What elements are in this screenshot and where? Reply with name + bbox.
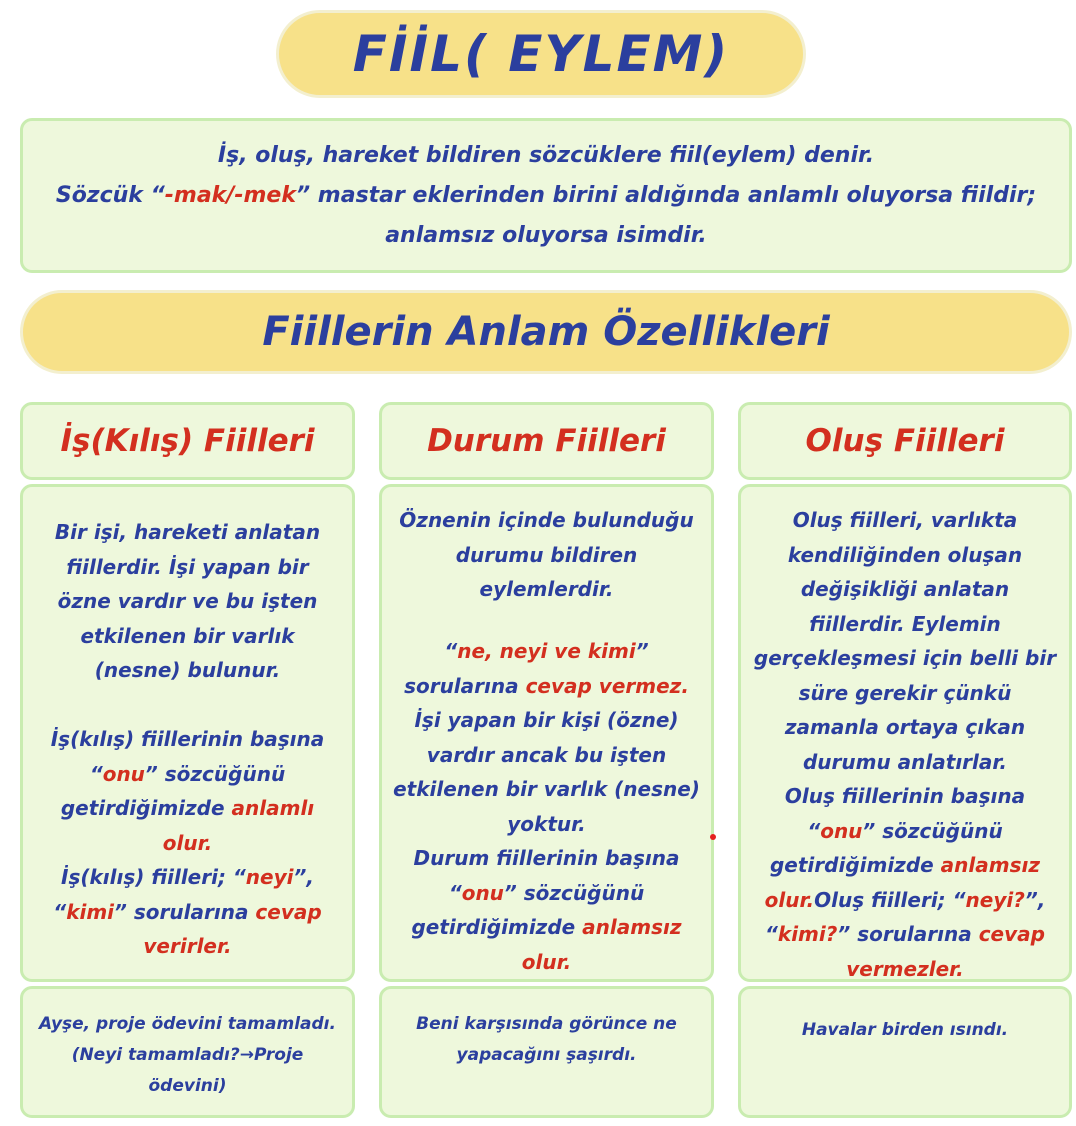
example-line: yapacağını şaşırdı. [456,1045,637,1065]
example-box-durum [379,986,714,1118]
body-text: getirdiğimizde [769,853,941,877]
definition-line-1: İş, oluş, hareket bildiren sözcüklere fiil(eylem) denir. [217,142,875,168]
body-line: durumu bildiren [455,542,638,567]
body-highlight: ne, neyi ve kimi [457,639,636,663]
body-line: fiillerdir. Eylemin [809,611,1001,636]
body-text: İş(kılış) fiilleri; “ [61,865,246,889]
page-title: FİİL( EYLEM) [276,10,806,98]
example-line: Havalar birden ısındı. [801,1020,1009,1040]
body-highlight: cevap vermez. [525,673,689,698]
definition-text: ” mastar eklerinden birini aldığında anlamlı oluyorsa fiildir; [295,182,1037,208]
body-line [807,814,1002,849]
body-text: ”, [1024,887,1046,912]
example-line: Beni karşısında görünce ne [416,1014,677,1034]
body-highlight: kimi? [777,922,838,946]
red-dot-mark [710,834,716,840]
body-text: ” sözcüğünü [503,880,645,905]
example-line: (Neyi tamamladı?→Proje [71,1045,304,1065]
body-line [404,669,689,704]
body-line: zamanla ortaya çıkan [784,715,1026,739]
body-line [53,895,321,930]
body-text: ”, [293,865,314,889]
column-body-durum [379,484,714,982]
body-line: durumu anlatırlar. [802,749,1008,774]
body-line: özne vardır ve bu işten [57,589,318,613]
body-highlight: anlamlı [231,796,315,820]
body-text: ” [635,639,649,663]
body-text: “ [444,639,458,663]
body-text: Oluş fiilleri; “ [814,887,966,912]
definition-box [20,118,1072,273]
body-line [770,848,1040,883]
body-text: sorularına [404,673,526,698]
body-highlight: neyi [245,865,294,889]
example-line: ödevini) [148,1076,227,1096]
body-highlight: olur. [764,887,815,912]
body-text: ” sözcüğünü [144,761,286,786]
section-title: Fiillerin Anlam Özellikleri [20,290,1072,374]
body-text: ” sorularına [114,899,256,924]
column-heading-olus: Oluş Fiilleri [738,402,1072,480]
body-line: gerçekleşmesi için belli bir [753,646,1057,670]
body-line: etkilenen bir varlık [80,623,295,648]
body-text: “ [448,880,462,905]
definition-line-2 [56,176,1036,216]
body-text: “ [89,761,103,786]
definition-highlight: -mak/-mek [164,182,296,208]
body-highlight: cevap [978,922,1045,946]
body-line: süre gerekir çünkü [798,680,1012,705]
body-line: İş(kılış) fiillerinin başına [50,727,325,751]
body-line: kendiliğinden oluşan [787,542,1023,567]
body-text: “ [765,922,778,946]
body-text: “ [807,818,821,843]
body-line: verirler. [143,934,232,958]
example-box-is [20,986,355,1118]
body-text: getirdiğimizde [411,915,583,939]
body-highlight: anlamsız [582,915,682,939]
body-highlight: kimi [66,899,115,924]
body-line [765,917,1045,952]
body-line: (nesne) bulunur. [94,658,281,682]
body-highlight: neyi? [965,887,1025,912]
body-line: vermezler. [846,956,964,981]
body-highlight: anlamsız [940,853,1040,877]
body-line [90,757,285,792]
body-highlight: onu [102,761,145,786]
definition-line-3: anlamsız oluyorsa isimdir. [385,222,707,248]
body-line: Öznenin içinde bulunduğu [399,508,694,532]
column-body-is [20,484,355,982]
body-highlight: onu [461,880,504,905]
column-heading-is: İş(Kılış) Fiilleri [20,402,355,480]
body-line [61,860,314,895]
body-line: İşi yapan bir kişi (özne) [414,708,679,732]
body-line: yoktur. [507,811,586,836]
body-highlight: onu [820,818,863,843]
body-highlight: cevap [255,899,322,924]
body-line [411,910,681,945]
body-line: fiillerdir. İşi yapan bir [66,554,309,579]
body-text: ” sözcüğünü [862,818,1003,843]
body-line [444,634,648,669]
column-heading-durum: Durum Fiilleri [379,402,714,480]
example-line: Ayşe, proje ödevini tamamladı. [39,1014,336,1034]
body-line: vardır ancak bu işten [426,742,667,767]
body-line: Oluş fiilleri, varlıkta [792,508,1018,532]
body-line: etkilenen bir varlık (nesne) [393,777,700,801]
body-line: olur. [162,830,213,855]
body-line: eylemlerdir. [479,577,614,601]
body-line: olur. [521,949,572,974]
body-line: Oluş fiillerinin başına [784,784,1026,808]
body-line: değişikliği anlatan [800,577,1010,601]
column-body-olus [738,484,1072,982]
body-text: getirdiğimizde [60,796,232,820]
body-line: Durum fiillerinin başına [413,846,680,870]
body-line: Bir işi, hareketi anlatan [54,520,321,544]
body-text: “ [53,899,67,924]
body-line [61,791,314,826]
example-box-olus [738,986,1072,1118]
body-line [765,883,1046,918]
body-text: ” sorularına [837,922,979,946]
definition-text: Sözcük “ [55,182,165,208]
body-line [449,876,644,911]
